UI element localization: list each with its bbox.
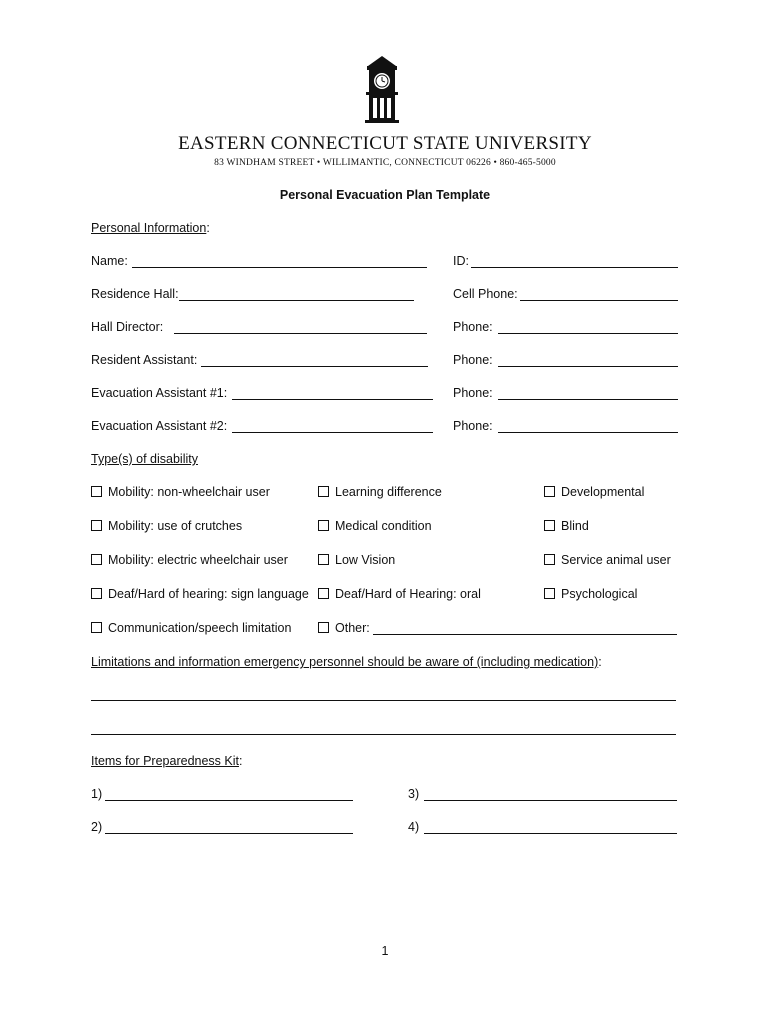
kit-item-3-field[interactable] <box>424 800 677 801</box>
checkbox-service-animal[interactable]: Service animal user <box>544 553 671 567</box>
checkbox-icon[interactable] <box>544 588 555 599</box>
checkbox-icon[interactable] <box>91 486 102 497</box>
checkbox-developmental[interactable]: Developmental <box>544 485 644 499</box>
evac-assistant-1-phone-field[interactable] <box>498 399 678 400</box>
evac-assistant-2-field[interactable] <box>232 432 433 433</box>
residence-hall-label: Residence Hall: <box>91 287 179 301</box>
personal-info-heading: Personal Information: <box>91 221 210 235</box>
resident-assistant-field[interactable] <box>201 366 428 367</box>
resident-assistant-label: Resident Assistant: <box>91 353 198 367</box>
page-number: 1 <box>381 944 389 958</box>
checkbox-psychological[interactable]: Psychological <box>544 587 637 601</box>
resident-assistant-phone-label: Phone: <box>453 353 493 367</box>
hall-director-phone-label: Phone: <box>453 320 493 334</box>
limitations-line-1[interactable] <box>91 700 676 701</box>
kit-item-3-label: 3) <box>408 787 420 801</box>
checkbox-deaf-oral[interactable]: Deaf/Hard of Hearing: oral <box>318 587 481 601</box>
evac-assistant-1-label: Evacuation Assistant #1: <box>91 386 228 400</box>
checkbox-medical-condition[interactable]: Medical condition <box>318 519 432 533</box>
name-label: Name: <box>91 254 128 268</box>
checkbox-icon[interactable] <box>318 622 329 633</box>
kit-heading: Items for Preparedness Kit: <box>91 754 243 768</box>
disability-heading: Type(s) of disability <box>91 452 198 466</box>
checkbox-blind[interactable]: Blind <box>544 519 589 533</box>
residence-hall-field[interactable] <box>179 300 414 301</box>
hall-director-field[interactable] <box>174 333 427 334</box>
evac-assistant-2-phone-field[interactable] <box>498 432 678 433</box>
checkbox-icon[interactable] <box>91 520 102 531</box>
kit-item-4-label: 4) <box>408 820 420 834</box>
checkbox-icon[interactable] <box>91 588 102 599</box>
checkbox-icon[interactable] <box>318 588 329 599</box>
id-label: ID: <box>453 254 469 268</box>
name-field[interactable] <box>132 267 427 268</box>
other-disability-field[interactable] <box>373 634 677 635</box>
id-field[interactable] <box>471 267 678 268</box>
kit-item-1-label: 1) <box>91 787 103 801</box>
checkbox-deaf-sign-language[interactable]: Deaf/Hard of hearing: sign language <box>91 587 309 601</box>
hall-director-phone-field[interactable] <box>498 333 678 334</box>
checkbox-icon[interactable] <box>91 622 102 633</box>
limitations-heading: Limitations and information emergency personnel should be aware of (including medication): <box>91 655 602 669</box>
checkbox-icon[interactable] <box>318 520 329 531</box>
checkbox-learning-difference[interactable]: Learning difference <box>318 485 442 499</box>
resident-assistant-phone-field[interactable] <box>498 366 678 367</box>
clock-tower-logo <box>362 54 402 124</box>
checkbox-icon[interactable] <box>544 554 555 565</box>
checkbox-mobility-non-wheelchair[interactable]: Mobility: non-wheelchair user <box>91 485 270 499</box>
checkbox-low-vision[interactable]: Low Vision <box>318 553 395 567</box>
evac-assistant-2-phone-label: Phone: <box>453 419 493 433</box>
kit-item-1-field[interactable] <box>105 800 353 801</box>
university-name: EASTERN CONNECTICUT STATE UNIVERSITY <box>178 133 592 154</box>
evac-assistant-2-label: Evacuation Assistant #2: <box>91 419 228 433</box>
checkbox-mobility-crutches[interactable]: Mobility: use of crutches <box>91 519 242 533</box>
kit-item-4-field[interactable] <box>424 833 677 834</box>
evac-assistant-1-field[interactable] <box>232 399 433 400</box>
cell-phone-field[interactable] <box>520 300 678 301</box>
checkbox-icon[interactable] <box>318 554 329 565</box>
checkbox-communication-speech[interactable]: Communication/speech limitation <box>91 621 291 635</box>
university-address: 83 WINDHAM STREET • WILLIMANTIC, CONNECTICUT 06226 • 860-465-5000 <box>214 158 556 168</box>
checkbox-icon[interactable] <box>544 486 555 497</box>
checkbox-other[interactable]: Other: <box>318 621 370 635</box>
checkbox-mobility-electric-wheelchair[interactable]: Mobility: electric wheelchair user <box>91 553 288 567</box>
cell-phone-label: Cell Phone: <box>453 287 518 301</box>
checkbox-icon[interactable] <box>544 520 555 531</box>
page-title: Personal Evacuation Plan Template <box>279 188 491 202</box>
limitations-line-2[interactable] <box>91 734 676 735</box>
checkbox-icon[interactable] <box>318 486 329 497</box>
checkbox-icon[interactable] <box>91 554 102 565</box>
evac-assistant-1-phone-label: Phone: <box>453 386 493 400</box>
kit-item-2-field[interactable] <box>105 833 353 834</box>
hall-director-label: Hall Director: <box>91 320 164 334</box>
kit-item-2-label: 2) <box>91 820 103 834</box>
